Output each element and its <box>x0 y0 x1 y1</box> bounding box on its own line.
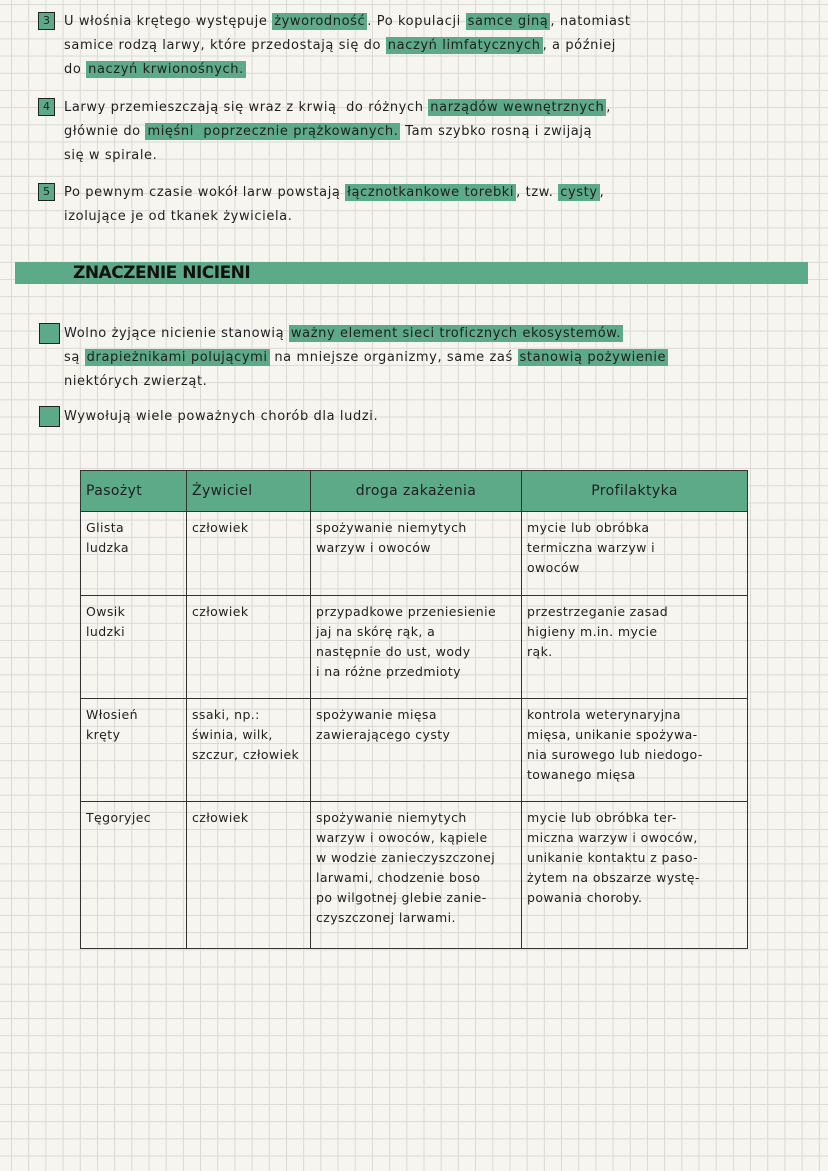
highlighted-text: narządów wewnętrznych <box>430 100 605 115</box>
note-line <box>64 409 378 424</box>
highlighted-text: żyworodność <box>274 14 366 29</box>
note-text: Tam szybko rosną i zwijają <box>400 124 593 139</box>
note-line <box>64 185 604 200</box>
cell-infection-route: spożywanie niemytych warzyw i owoców, kąpiele w wodzie zanieczyszczonej larwami, chodzenie boso po wilgotnej glebie zanie- czyszczonej larwami. <box>311 802 522 949</box>
item-number-box: 4 <box>38 98 55 116</box>
note-text: U włośnia krętego występuje <box>64 14 273 29</box>
cell-infection-route: przypadkowe przeniesienie jaj na skórę rąk, a następnie do ust, wody i na różne przedmioty <box>311 596 522 699</box>
highlighted-text: naczyń limfatycznych <box>387 38 541 53</box>
note-text: , natomiast <box>550 14 631 29</box>
note-text: na mniejsze organizmy, same zaś <box>269 350 518 365</box>
section-header-band <box>15 262 808 284</box>
cell-prevention: kontrola weterynaryjna mięsa, unikanie spożywa- nia surowego lub niedogo- towanego mięsa <box>522 699 748 802</box>
highlighted-text: samce giną <box>467 14 549 29</box>
note-text: , tzw. <box>516 185 559 200</box>
note-text: samice rodzą larwy, które przedostają się do <box>64 38 386 53</box>
highlighted-text: stanowią pożywienie <box>519 350 667 365</box>
cell-prevention: przestrzeganie zasad higieny m.in. mycie rąk. <box>522 596 748 699</box>
highlighted-text: ważny element sieci troficznych ekosystemów. <box>290 326 622 341</box>
note-text: Larwy przemieszczają się wraz z krwią do różnych <box>64 100 429 115</box>
table-row <box>81 596 748 699</box>
note-text: są <box>64 350 85 365</box>
note-text: , a później <box>542 38 617 53</box>
table-row <box>81 802 748 949</box>
note-text: niektórych zwierząt. <box>64 374 208 389</box>
note-text: się w spirale. <box>64 148 158 163</box>
note-text: Po pewnym czasie wokół larw powstają <box>64 185 346 200</box>
note-line <box>64 374 207 389</box>
note-text: do <box>64 62 87 77</box>
cell-parasite: Owsik ludzki <box>81 596 187 699</box>
section-title: ZNACZENIE NICIENI <box>73 263 251 283</box>
cell-infection-route: spożywanie niemytych warzyw i owoców <box>311 512 522 596</box>
table-row <box>81 512 748 596</box>
highlighted-text: mięśni poprzecznie prążkowanych. <box>147 124 399 139</box>
header-prevention: Profilaktyka <box>522 471 748 512</box>
note-text: Wywołują wiele poważnych chorób dla ludzi. <box>64 409 379 424</box>
highlighted-text: naczyń krwionośnych. <box>88 62 244 77</box>
parasite-table <box>80 470 748 949</box>
cell-parasite: Glista ludzka <box>81 512 187 596</box>
cell-prevention: mycie lub obróbka ter- miczna warzyw i owoców, unikanie kontaktu z paso- żytem na obszarze wystę- powania choroby. <box>522 802 748 949</box>
cell-host: człowiek <box>187 802 311 949</box>
note-text: . Po kopulacji <box>367 14 466 29</box>
note-line <box>64 62 246 77</box>
bullet-square-icon <box>39 406 60 427</box>
note-text: Wolno żyjące nicienie stanowią <box>64 326 289 341</box>
table-row <box>81 699 748 802</box>
note-text: izolujące je od tkanek żywiciela. <box>64 209 293 224</box>
note-line <box>64 326 623 341</box>
cell-host: człowiek <box>187 596 311 699</box>
note-line <box>64 124 592 139</box>
item-number-box: 3 <box>38 12 55 30</box>
bullet-square-icon <box>39 323 60 344</box>
note-text: , <box>606 100 612 115</box>
note-line <box>64 14 631 29</box>
note-line <box>64 100 611 115</box>
header-parasite: Pasożyt <box>81 471 187 512</box>
table-header-row <box>81 471 748 512</box>
cell-host: ssaki, np.: świnia, wilk, szczur, człowiek <box>187 699 311 802</box>
cell-infection-route: spożywanie mięsa zawierającego cysty <box>311 699 522 802</box>
note-line <box>64 350 668 365</box>
cell-parasite: Tęgoryjec <box>81 802 187 949</box>
cell-parasite: Włosień kręty <box>81 699 187 802</box>
note-text: głównie do <box>64 124 146 139</box>
header-host: Żywiciel <box>187 471 311 512</box>
note-line <box>64 209 292 224</box>
header-infection-route: droga zakażenia <box>311 471 522 512</box>
highlighted-text: łącznotkankowe torebki <box>347 185 515 200</box>
note-text: , <box>599 185 605 200</box>
highlighted-text: cysty <box>560 185 598 200</box>
highlighted-text: drapieżnikami polującymi <box>86 350 268 365</box>
item-number-box: 5 <box>38 183 55 201</box>
cell-prevention: mycie lub obróbka termiczna warzyw i owoców <box>522 512 748 596</box>
note-line <box>64 38 616 53</box>
cell-host: człowiek <box>187 512 311 596</box>
note-line <box>64 148 157 163</box>
